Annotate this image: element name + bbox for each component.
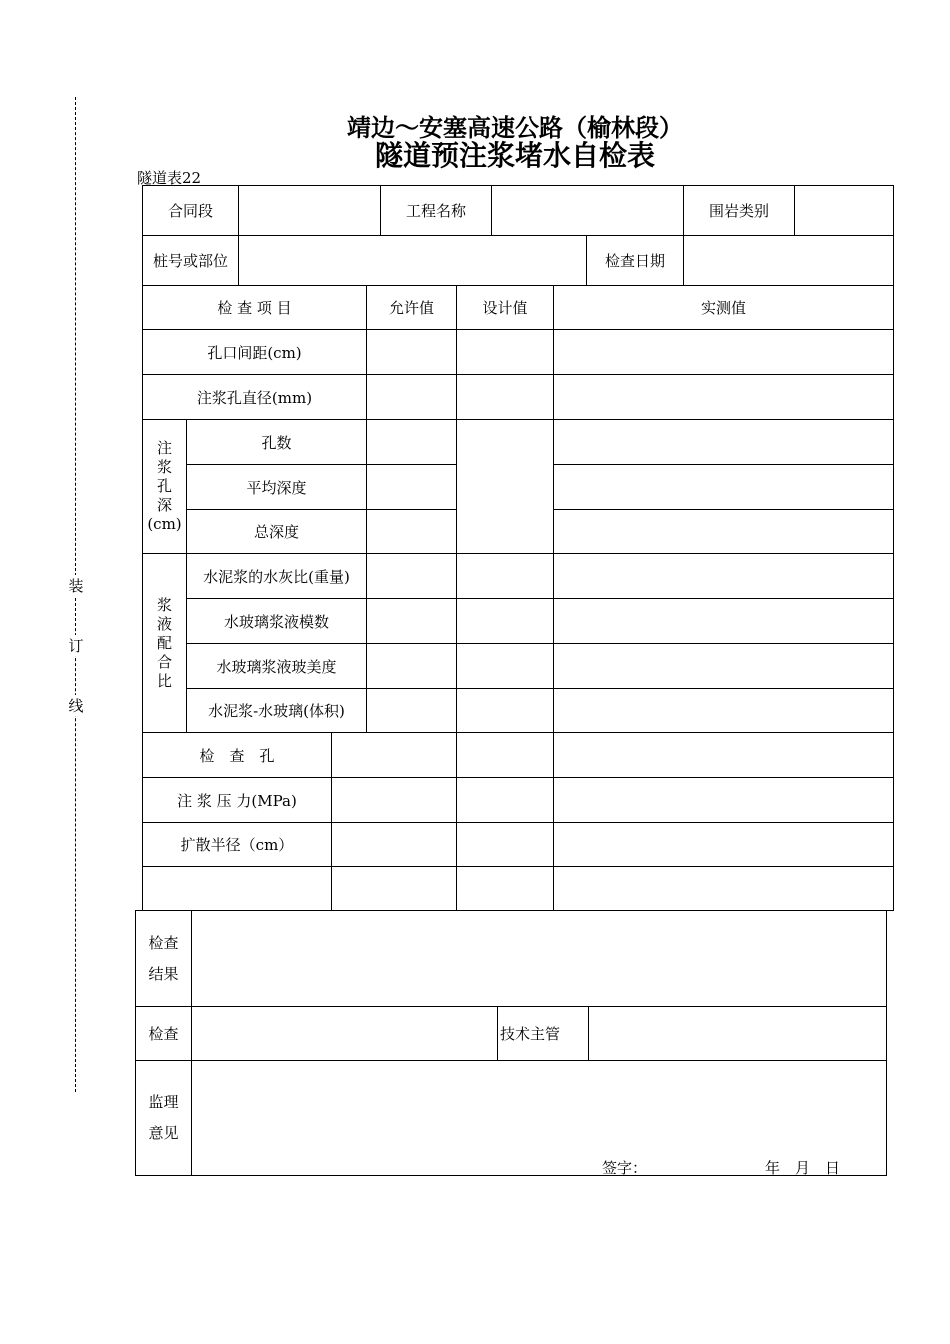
input-check-date[interactable] <box>683 235 894 286</box>
pressure-measured[interactable] <box>553 777 894 823</box>
group-label-hole-depth <box>142 419 187 554</box>
wc-ratio-design[interactable] <box>456 553 554 599</box>
group-mix-char: 比 <box>156 671 172 690</box>
date-label: 年 月 日 <box>765 1159 841 1177</box>
table-number: 隧道表22 <box>137 169 202 187</box>
row-label-check-hole: 检 查 孔 <box>142 732 332 778</box>
cement-glass-allowed[interactable] <box>366 688 457 733</box>
avg-depth-measured[interactable] <box>553 464 894 510</box>
binding-char-3: 线 <box>66 695 86 716</box>
label-tech-manager: 技术主管 <box>497 1006 589 1061</box>
header-design: 设计值 <box>456 285 554 330</box>
sign-label: 签字： <box>602 1159 648 1177</box>
group-depth-char: 孔 <box>156 477 172 495</box>
binding-char-2: 订 <box>66 635 86 656</box>
wc-ratio-measured[interactable] <box>553 553 894 599</box>
cement-glass-measured[interactable] <box>553 688 894 733</box>
row-label-radius: 扩散半径（cm） <box>142 822 332 867</box>
check-result-text: 检查 <box>148 933 179 952</box>
row-label-hole-count: 孔数 <box>186 419 367 465</box>
blank-row-design[interactable] <box>456 866 554 911</box>
blank-row-label[interactable] <box>142 866 332 911</box>
depth-design-merged[interactable] <box>456 419 554 554</box>
blank-row-allowed[interactable] <box>331 866 457 911</box>
hole-diameter-measured[interactable] <box>553 374 894 420</box>
check-hole-design[interactable] <box>456 732 554 778</box>
binding-char-1: 装 <box>66 575 86 596</box>
supervisor-text: 意见 <box>148 1124 179 1142</box>
check-hole-measured[interactable] <box>553 732 894 778</box>
group-depth-char: 注 <box>156 439 172 457</box>
glass-baume-allowed[interactable] <box>366 643 457 689</box>
label-check-date: 检查日期 <box>586 235 684 286</box>
group-mix-char: 浆 <box>156 595 172 614</box>
label-project-name: 工程名称 <box>380 185 492 236</box>
hole-diameter-design[interactable] <box>456 374 554 420</box>
label-check-result <box>135 910 192 1007</box>
supervisor-text: 监理 <box>148 1093 179 1111</box>
glass-modulus-allowed[interactable] <box>366 598 457 644</box>
pressure-allowed[interactable] <box>331 777 457 823</box>
label-checker: 检查 <box>135 1006 192 1061</box>
group-mix-char: 合 <box>156 652 172 671</box>
cement-glass-design[interactable] <box>456 688 554 733</box>
radius-design[interactable] <box>456 822 554 867</box>
hole-diameter-allowed[interactable] <box>366 374 457 420</box>
group-depth-char: (cm) <box>147 515 182 533</box>
group-depth-char: 深 <box>156 496 172 514</box>
row-label-wc-ratio: 水泥浆的水灰比(重量) <box>186 553 367 599</box>
title-line-1: 靖边～安塞高速公路（榆林段） <box>347 114 683 142</box>
wc-ratio-allowed[interactable] <box>366 553 457 599</box>
glass-modulus-measured[interactable] <box>553 598 894 644</box>
header-measured: 实测值 <box>553 285 894 330</box>
row-label-avg-depth: 平均深度 <box>186 464 367 510</box>
total-depth-allowed[interactable] <box>366 509 457 554</box>
row-label-glass-modulus: 水玻璃浆液模数 <box>186 598 367 644</box>
pressure-design[interactable] <box>456 777 554 823</box>
group-label-mix-ratio <box>142 553 187 733</box>
glass-baume-measured[interactable] <box>553 643 894 689</box>
group-mix-char: 配 <box>156 633 172 652</box>
hole-spacing-measured[interactable] <box>553 329 894 375</box>
input-rock-class[interactable] <box>794 185 894 236</box>
tech-manager-field[interactable] <box>588 1006 887 1061</box>
avg-depth-allowed[interactable] <box>366 464 457 510</box>
glass-modulus-design[interactable] <box>456 598 554 644</box>
group-depth-char: 浆 <box>156 458 172 476</box>
blank-row-measured[interactable] <box>553 866 894 911</box>
row-label-hole-diameter: 注浆孔直径(mm) <box>142 374 367 420</box>
input-project-name[interactable] <box>491 185 684 236</box>
label-supervisor-opinion <box>135 1060 192 1176</box>
check-result-text: 结果 <box>148 964 179 983</box>
header-allowed: 允许值 <box>366 285 457 330</box>
label-contract-section: 合同段 <box>142 185 239 236</box>
check-result-field[interactable] <box>191 910 887 1007</box>
hole-count-allowed[interactable] <box>366 419 457 465</box>
row-label-glass-baume: 水玻璃浆液玻美度 <box>186 643 367 689</box>
header-check-item: 检 查 项 目 <box>142 285 367 330</box>
hole-count-measured[interactable] <box>553 419 894 465</box>
hole-spacing-design[interactable] <box>456 329 554 375</box>
label-station: 桩号或部位 <box>142 235 239 286</box>
title-line-2: 隧道预注浆堵水自检表 <box>374 139 655 172</box>
input-station[interactable] <box>238 235 587 286</box>
radius-measured[interactable] <box>553 822 894 867</box>
radius-allowed[interactable] <box>331 822 457 867</box>
input-contract-section[interactable] <box>238 185 381 236</box>
check-hole-allowed[interactable] <box>331 732 457 778</box>
total-depth-measured[interactable] <box>553 509 894 554</box>
row-label-cement-glass: 水泥浆-水玻璃(体积) <box>186 688 367 733</box>
label-rock-class: 围岩类别 <box>683 185 795 236</box>
row-label-pressure: 注 浆 压 力(MPa) <box>142 777 332 823</box>
group-mix-char: 液 <box>156 614 172 633</box>
hole-spacing-allowed[interactable] <box>366 329 457 375</box>
row-label-total-depth: 总深度 <box>186 509 367 554</box>
checker-field[interactable] <box>191 1006 498 1061</box>
glass-baume-design[interactable] <box>456 643 554 689</box>
row-label-hole-spacing: 孔口间距(cm) <box>142 329 367 375</box>
